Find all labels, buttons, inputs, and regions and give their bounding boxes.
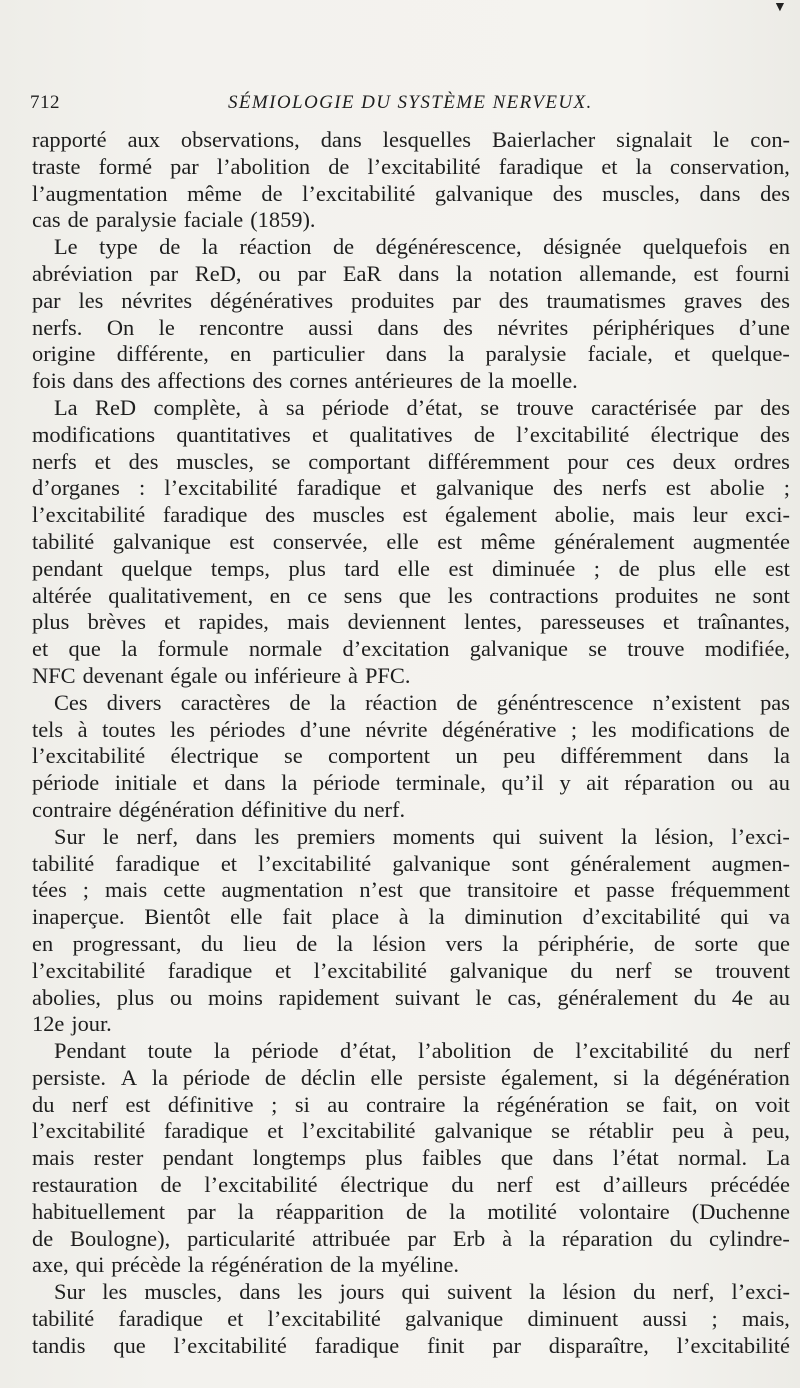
- text-line: en progressant, du lieu de la lésion vers la périphérie, de sorte que: [32, 930, 790, 956]
- text-line: habituellement par la réapparition de la motilité volontaire (Duchenne: [32, 1198, 790, 1224]
- text-line: Le type de la réaction de dégénérescence, désignée quelquefois en: [54, 234, 790, 260]
- text-line: tabilité faradique et l’excitabilité galvanique diminuent aussi ; mais,: [32, 1306, 790, 1332]
- text-line: Sur les muscles, dans les jours qui suivent la lésion du nerf, l’exci-: [54, 1279, 790, 1305]
- text-line: période initiale et dans la période terminale, qu’il y ait réparation ou au: [32, 770, 790, 796]
- text-line: l’excitabilité faradique et l’excitabilité galvanique se rétablir peu à peu,: [32, 1118, 790, 1144]
- corner-mark: ▼: [773, 0, 787, 15]
- text-line: modifications quantitatives et qualitatives de l’excitabilité électrique des: [32, 421, 790, 447]
- text-line: tées ; mais cette augmentation n’est que transitoire et passe fréquemment: [32, 877, 790, 903]
- text-line: fois dans des affections des cornes antérieures de la moelle.: [32, 368, 578, 394]
- text-line: et que la formule normale d’excitation galvanique se trouve modifiée,: [32, 636, 790, 662]
- text-line: persiste. A la période de déclin elle persiste également, si la dégénération: [32, 1064, 790, 1090]
- text-line: plus brèves et rapides, mais deviennent lentes, paresseuses et traînantes,: [32, 609, 790, 635]
- text-line: l’excitabilité faradique des muscles est également abolie, mais leur exci-: [32, 502, 790, 528]
- text-line: altérée qualitativement, en ce sens que les contractions produites ne sont: [32, 582, 790, 608]
- text-line: nerfs et des muscles, se comportant différemment pour ces deux ordres: [32, 448, 790, 474]
- text-line: abréviation par ReD, ou par EaR dans la notation allemande, est fourni: [32, 260, 790, 286]
- text-line: origine différente, en particulier dans la paralysie faciale, et quelque-: [32, 341, 790, 367]
- text-line: contraire dégénération définitive du nerf.: [32, 796, 406, 822]
- text-line: Pendant toute la période d’état, l’abolition de l’excitabilité du nerf: [54, 1038, 790, 1064]
- text-line: axe, qui précède la régénération de la myéline.: [32, 1252, 460, 1278]
- running-head: [30, 92, 780, 118]
- text-line: du nerf est définitive ; si au contraire la régénération se fait, on voit: [32, 1091, 790, 1117]
- text-line: l’augmentation même de l’excitabilité galvanique des muscles, dans des: [32, 180, 790, 206]
- text-line: rapporté aux observations, dans lesquelles Baierlacher signalait le con-: [32, 127, 790, 152]
- text-line: d’organes : l’excitabilité faradique et galvanique des nerfs est abolie ;: [32, 475, 790, 501]
- text-line: La ReD complète, à sa période d’état, se trouve caractérisée par des: [54, 394, 790, 420]
- text-line: restauration de l’excitabilité électrique du nerf est d’ailleurs précédée: [32, 1172, 790, 1198]
- text-line: pendant quelque temps, plus tard elle est diminuée ; de plus elle est: [32, 555, 790, 581]
- text-line: cas de paralysie faciale (1859).: [32, 207, 316, 233]
- text-line: 12e jour.: [32, 1011, 112, 1037]
- text-line: NFC devenant égale ou inférieure à PFC.: [32, 662, 411, 688]
- text-line: Ces divers caractères de la réaction de généntrescence n’existent pas: [54, 689, 790, 715]
- body-text: [32, 127, 790, 1360]
- text-line: de Boulogne), particularité attribuée par Erb à la réparation du cylindre-: [32, 1225, 790, 1251]
- text-line: tandis que l’excitabilité faradique finit par disparaître, l’excitabilité: [32, 1332, 790, 1358]
- text-line: tels à toutes les périodes d’une névrite dégénérative ; les modifications de: [32, 716, 790, 742]
- text-line: inaperçue. Bientôt elle fait place à la diminution d’excitabilité qui va: [32, 904, 790, 930]
- page-number: 712: [30, 92, 60, 113]
- text-line: nerfs. On le rencontre aussi dans des névrites périphériques d’une: [32, 314, 790, 340]
- text-line: l’excitabilité faradique et l’excitabilité galvanique du nerf se trouvent: [32, 957, 790, 983]
- text-line: abolies, plus ou moins rapidement suivant le cas, généralement du 4e au: [32, 984, 790, 1010]
- running-title: SÉMIOLOGIE DU SYSTÈME NERVEUX.: [228, 92, 593, 113]
- text-line: tabilité galvanique est conservée, elle est même généralement augmentée: [32, 528, 790, 554]
- text-line: Sur le nerf, dans les premiers moments qui suivent la lésion, l’exci-: [54, 823, 790, 849]
- text-line: traste formé par l’abolition de l’excitabilité faradique et la conservation,: [32, 153, 790, 179]
- text-line: mais rester pendant longtemps plus faibles que dans l’état normal. La: [32, 1145, 790, 1171]
- text-line: par les névrites dégénératives produites par des traumatismes graves des: [32, 287, 790, 313]
- text-line: tabilité faradique et l’excitabilité galvanique sont généralement augmen-: [32, 850, 790, 876]
- text-line: l’excitabilité électrique se comportent un peu différemment dans la: [32, 743, 790, 769]
